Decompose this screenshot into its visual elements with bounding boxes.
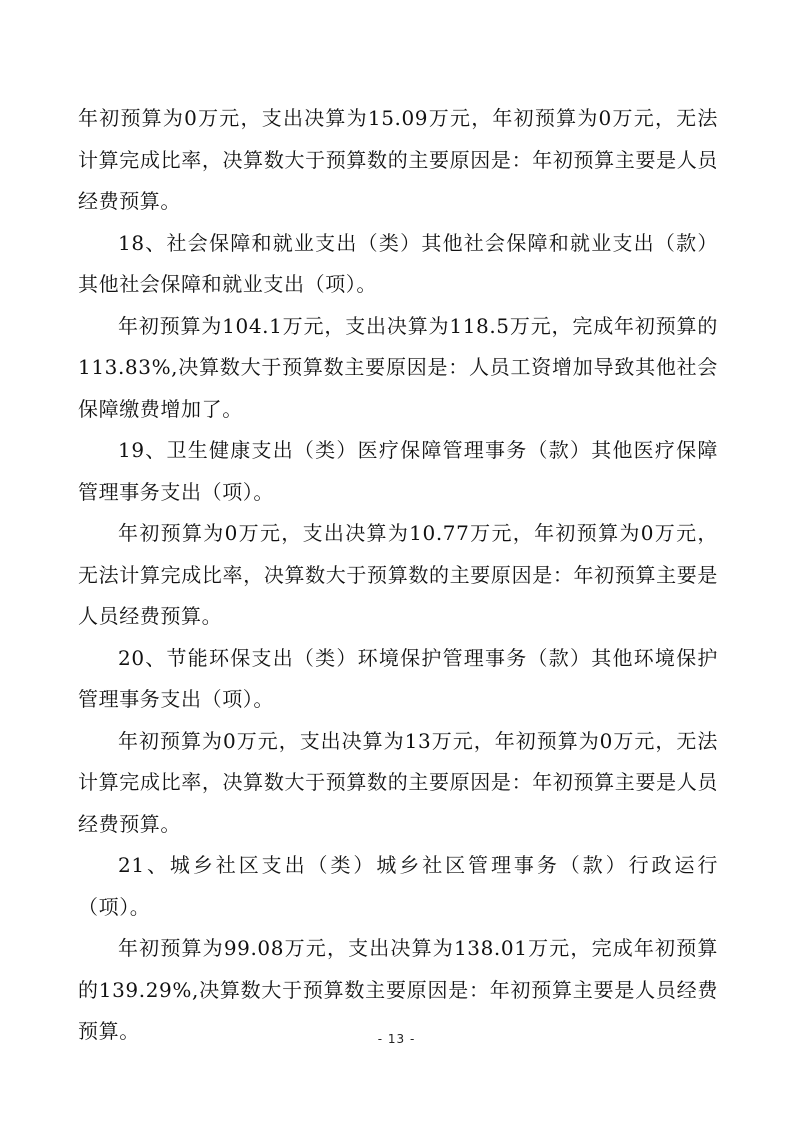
- heading-item-21: 21、城乡社区支出（类）城乡社区管理事务（款）行政运行（项）。: [78, 853, 718, 919]
- paragraph-item-19: 年初预算为0万元，支出决算为10.77万元，年初预算为0万元，无法计算完成比率，决算数大于预算数的主要原因是：年初预算主要是人员经费预算。: [78, 521, 718, 628]
- heading-item-20: 20、节能环保支出（类）环境保护管理事务（款）其他环境保护管理事务支出（项）。: [78, 645, 718, 711]
- page-body: [78, 98, 718, 1053]
- paragraph-1: 年初预算为0万元，支出决算为15.09万元，年初预算为0万元，无法计算完成比率，决算数大于预算数的主要原因是：年初预算主要是人员经费预算。: [78, 106, 718, 213]
- heading-item-19: 19、卫生健康支出（类）医疗保障管理事务（款）其他医疗保障管理事务支出（项）。: [78, 438, 718, 504]
- heading-item-18: 18、社会保障和就业支出（类）其他社会保障和就业支出（款）其他社会保障和就业支出（项）。: [78, 230, 718, 296]
- paragraph-item-21: 年初预算为99.08万元，支出决算为138.01万元，完成年初预算的139.29%,决算数大于预算数主要原因是：年初预算主要是人员经费预算。: [78, 936, 718, 1043]
- paragraph-item-20: 年初预算为0万元，支出决算为13万元，年初预算为0万元，无法计算完成比率，决算数大于预算数的主要原因是：年初预算主要是人员经费预算。: [78, 728, 718, 836]
- page-number: - 13 -: [377, 1032, 416, 1046]
- paragraph-item-18: 年初预算为104.1万元，支出决算为118.5万元，完成年初预算的113.83%,决算数大于预算数主要原因是：人员工资增加导致其他社会保障缴费增加了。: [78, 313, 718, 421]
